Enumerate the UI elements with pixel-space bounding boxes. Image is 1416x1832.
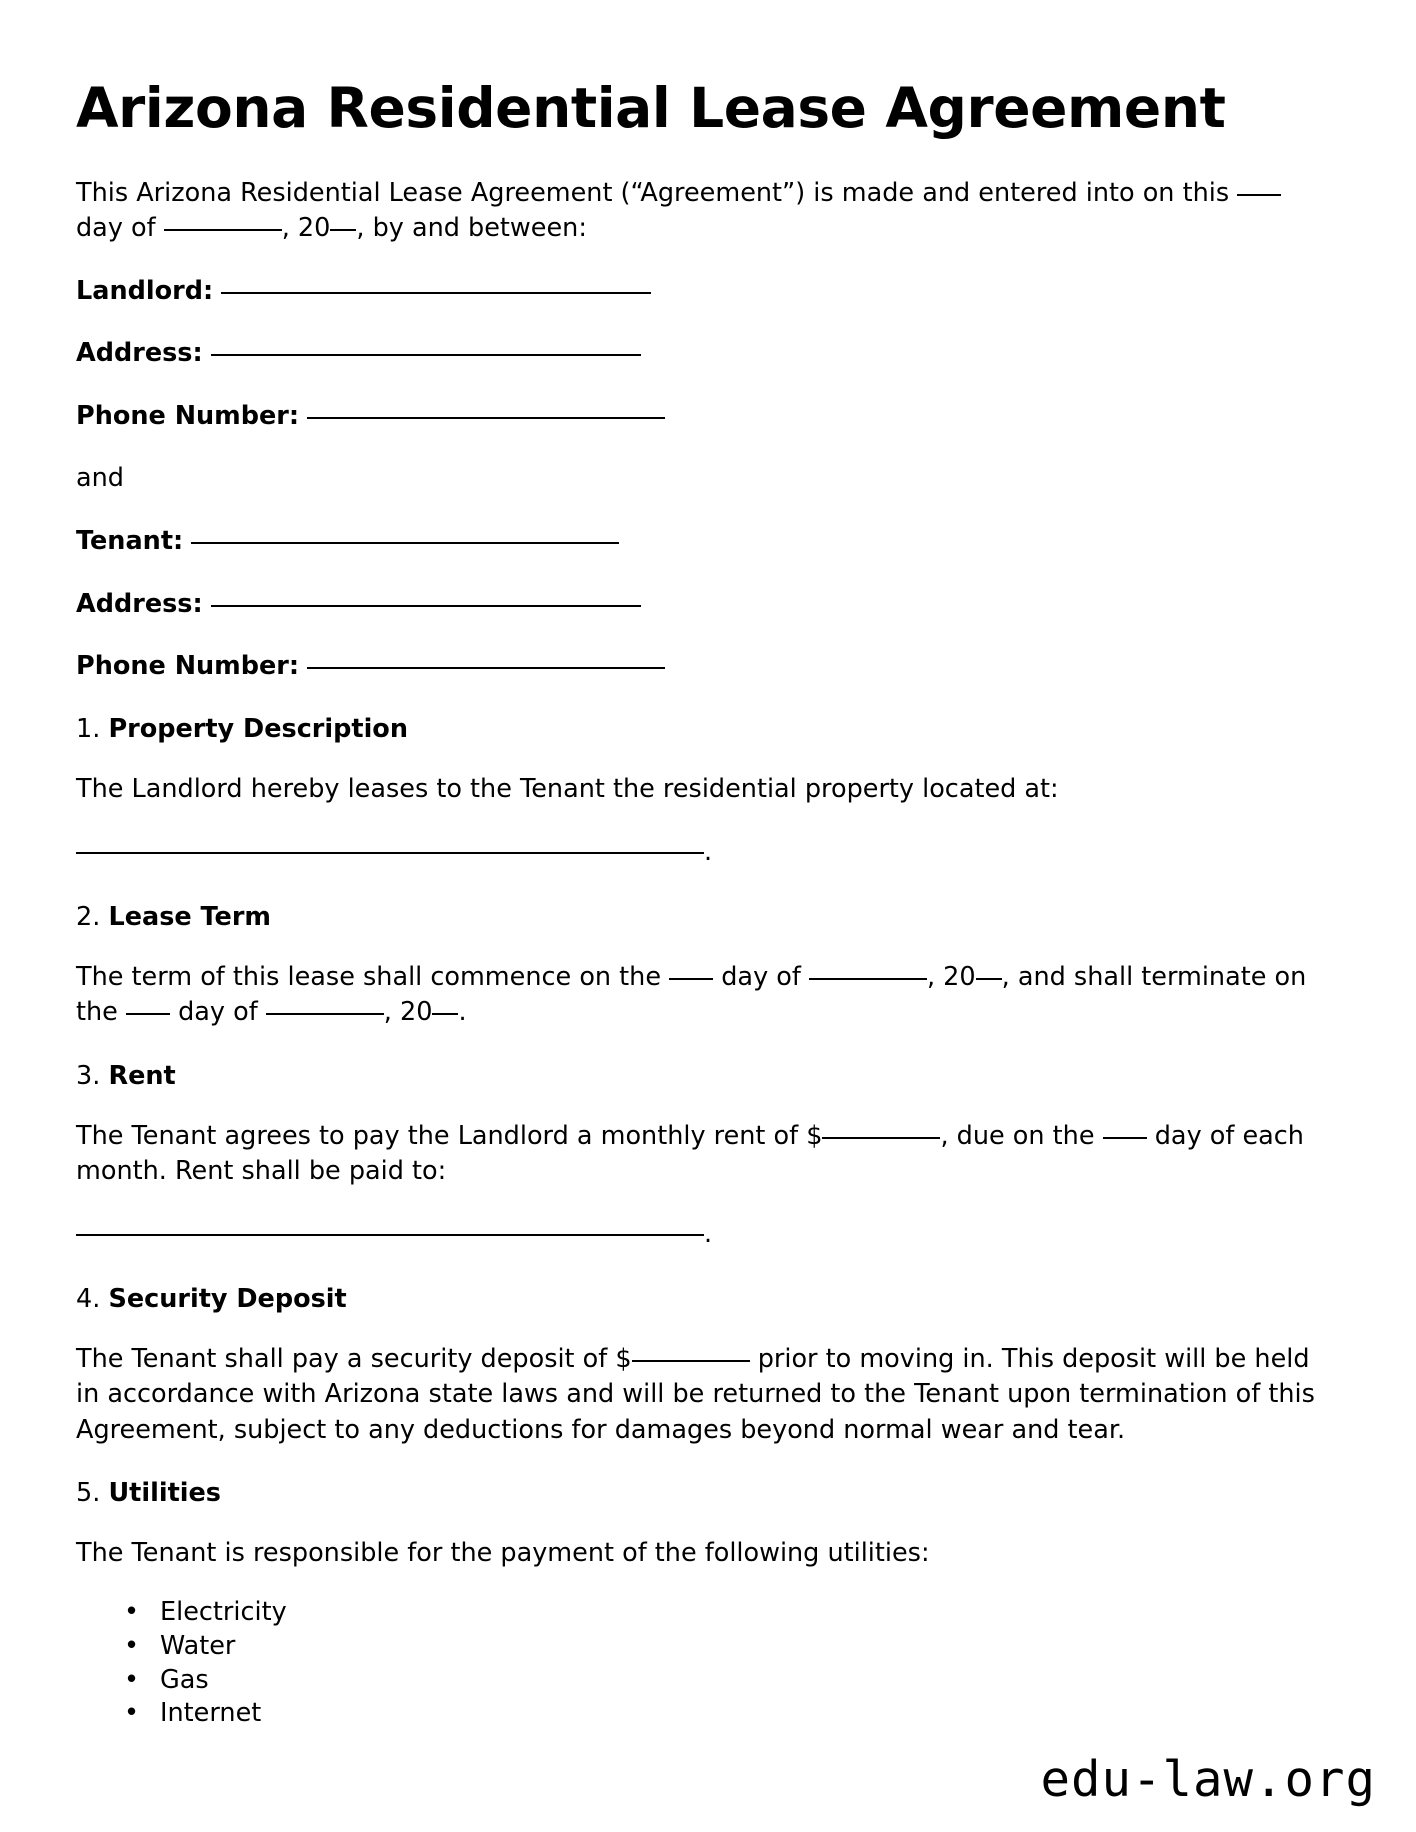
lease-start-year-blank (976, 978, 1002, 980)
lease-term-text-d: , and shall terminate on the (76, 962, 1307, 1028)
deposit-text-b: prior to moving in. This deposit will be held in accordance with Arizona state laws and will be returned to the Tenant upon termination of this Agreement, subject to any deductions for damages beyond normal wear and tear. (76, 1344, 1315, 1445)
rent-payee-period: . (704, 1219, 713, 1250)
section-1-body: The Landlord hereby leases to the Tenant the residential property located at: (76, 774, 1059, 805)
section-5-body: The Tenant is responsible for the payment of the following utilities: (76, 1538, 930, 1569)
lease-term-text-f: , 20 (383, 997, 433, 1028)
deposit-text-a: The Tenant shall pay a security deposit of $ (76, 1344, 632, 1375)
lease-term-text-c: , 20 (926, 962, 976, 993)
rent-amount-blank (822, 1137, 940, 1139)
section-title-2: Lease Term (108, 901, 272, 932)
utility-label: Electricity (160, 1597, 287, 1628)
lease-end-year-blank (432, 1013, 458, 1015)
list-item (124, 1665, 1336, 1697)
utility-label: Gas (160, 1664, 209, 1695)
parties-conjunction: and (76, 463, 124, 494)
rent-text-c: day of each month. Rent shall be paid to: (76, 1120, 1304, 1187)
section-heading-lease-term (76, 900, 1336, 934)
section-heading-security-deposit (76, 1282, 1336, 1316)
bullet-icon: • (124, 1664, 140, 1695)
section-number-2: 2. (76, 901, 101, 932)
rent-payee-blank[interactable] (76, 1234, 704, 1236)
landlord-name-blank[interactable] (221, 292, 651, 294)
property-address-period: . (704, 837, 713, 868)
tenant-address-label: Address: (76, 588, 203, 619)
tenant-address-row (76, 587, 1336, 621)
utility-label: Water (160, 1630, 236, 1661)
document-content (76, 78, 1336, 1732)
lease-term-text-a: The term of this lease shall commence on the (76, 962, 662, 993)
utilities-list (76, 1597, 1336, 1729)
site-watermark: edu-law.org (1040, 1751, 1376, 1808)
intro-text-part1: This Arizona Residential Lease Agreement (“Agreement”) is made and entered into on this (76, 177, 1230, 208)
tenant-phone-blank[interactable] (307, 667, 665, 669)
list-item (124, 1698, 1336, 1730)
section-2-body (76, 960, 1336, 1030)
rent-text-a: The Tenant agrees to pay the Landlord a monthly rent of $ (76, 1120, 823, 1151)
section-number-4: 4. (76, 1283, 101, 1314)
bullet-icon: • (124, 1698, 140, 1729)
property-address-blank[interactable] (76, 852, 704, 854)
lease-term-text-e: day of (178, 997, 258, 1028)
lease-term-text-g: . (458, 997, 467, 1028)
landlord-phone-label: Phone Number: (76, 400, 300, 431)
section-heading-property-description (76, 712, 1336, 746)
section-title-5: Utilities (108, 1477, 221, 1508)
section-heading-rent (76, 1059, 1336, 1093)
rent-payee-blank-line (76, 1217, 1336, 1251)
section-4-body (76, 1342, 1336, 1448)
lease-term-text-b: day of (721, 962, 801, 993)
tenant-name-blank[interactable] (191, 542, 619, 544)
section-number-3: 3. (76, 1060, 101, 1091)
section-title-3: Rent (108, 1060, 176, 1091)
list-item (124, 1631, 1336, 1663)
landlord-name-row (76, 274, 1336, 308)
landlord-address-blank[interactable] (211, 354, 641, 356)
intro-text-part3: , 20 (281, 212, 331, 243)
tenant-name-row (76, 524, 1336, 558)
rent-text-b: , due on the (940, 1120, 1095, 1151)
section-number-5: 5. (76, 1477, 101, 1508)
page-title: Arizona Residential Lease Agreement (76, 76, 1226, 140)
tenant-phone-row (76, 649, 1336, 683)
landlord-phone-row (76, 399, 1336, 433)
lease-start-month-blank (809, 978, 927, 980)
bullet-icon: • (124, 1630, 140, 1661)
intro-text-part2: day of (76, 212, 156, 243)
rent-due-day-blank (1103, 1137, 1147, 1139)
section-3-body (76, 1119, 1336, 1189)
tenant-phone-label: Phone Number: (76, 651, 300, 682)
intro-month-blank (164, 229, 282, 231)
property-address-blank-line (76, 835, 1336, 869)
lease-end-day-blank (126, 1013, 170, 1015)
tenant-label: Tenant: (76, 526, 184, 557)
section-title-1: Property Description (108, 713, 408, 744)
landlord-address-label: Address: (76, 338, 203, 369)
lease-end-month-blank (266, 1013, 384, 1015)
section-heading-utilities (76, 1476, 1336, 1510)
landlord-address-row (76, 336, 1336, 370)
landlord-phone-blank[interactable] (307, 417, 665, 419)
landlord-label: Landlord: (76, 275, 214, 306)
section-number-1: 1. (76, 713, 101, 744)
intro-paragraph (76, 176, 1336, 246)
intro-day-blank (1237, 194, 1281, 196)
section-title-4: Security Deposit (108, 1283, 347, 1314)
intro-year-blank (330, 229, 356, 231)
bullet-icon: • (124, 1597, 140, 1628)
intro-text-part4: , by and between: (356, 212, 587, 243)
tenant-address-blank[interactable] (211, 605, 641, 607)
lease-start-day-blank (669, 978, 713, 980)
list-item (124, 1597, 1336, 1629)
deposit-amount-blank (632, 1360, 750, 1362)
utility-label: Internet (160, 1698, 262, 1729)
